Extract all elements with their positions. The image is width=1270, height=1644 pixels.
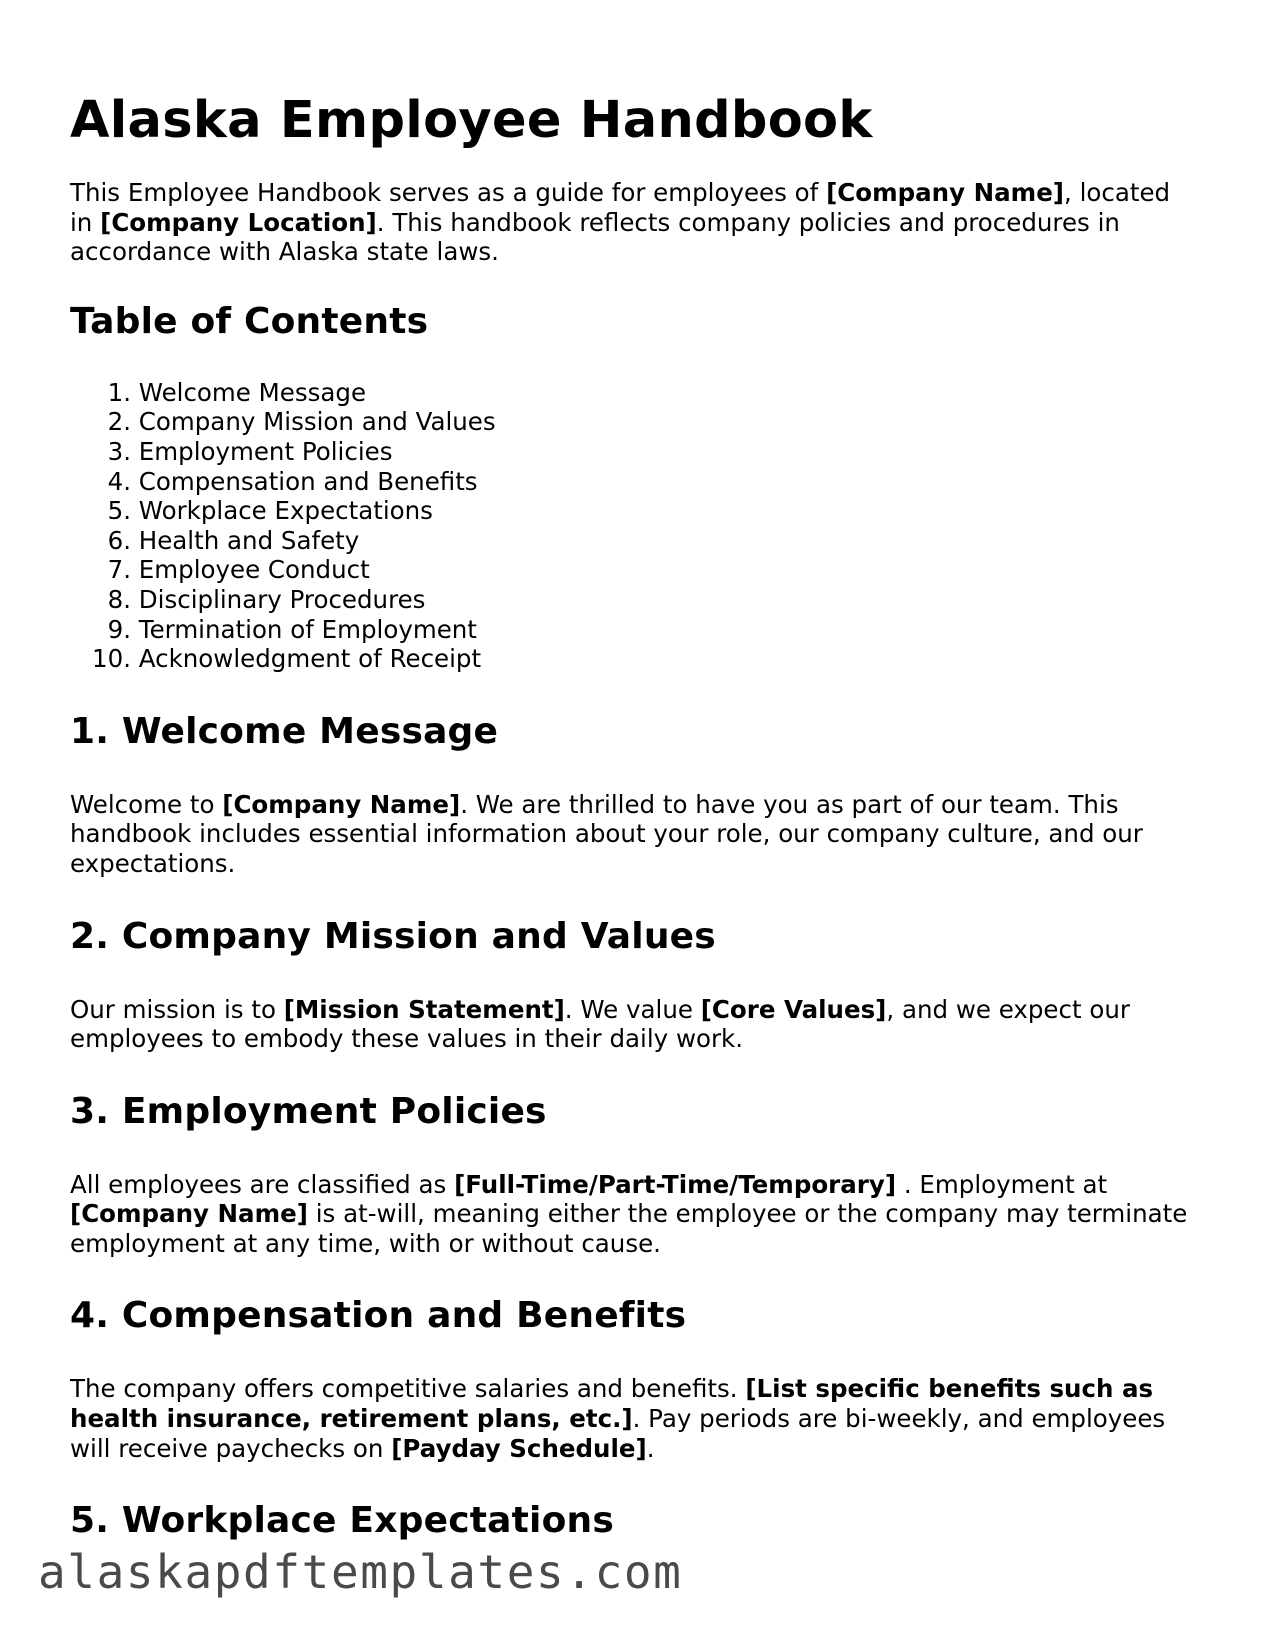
section-heading-workplace-expectations: 5. Workplace Expectations — [70, 1500, 614, 1542]
section-paragraph-compensation: The company offers competitive salaries and benefits. [List specific benefits such as health insurance, retirement plans, etc.]. Pay periods are bi-weekly, and employees will receive paychecks on [Payday Schedule]. — [70, 1374, 1166, 1463]
section-heading-welcome: 1. Welcome Message — [70, 710, 499, 752]
toc-item: 4. Compensation and Benefits — [107, 466, 478, 496]
toc-heading: Table of Contents — [70, 300, 429, 342]
section-heading-employment-policies: 3. Employment Policies — [70, 1090, 547, 1132]
intro-text-1: This Employee Handbook serves as a guide for employees of — [70, 178, 827, 207]
document-title: Alaska Employee Handbook — [70, 91, 873, 150]
section-paragraph-mission: Our mission is to [Mission Statement]. We value [Core Values], and we expect our employees to embody these values in their daily work. — [70, 994, 1130, 1054]
core-values-placeholder: [Core Values] — [700, 994, 887, 1024]
company-location-placeholder: [Company Location] — [100, 207, 377, 237]
toc-item: 9. Termination of Employment — [107, 614, 477, 644]
toc-item: 1. Welcome Message — [107, 377, 367, 407]
classification-placeholder: [Full-Time/Part-Time/Temporary] — [454, 1169, 897, 1199]
intro-text-2: , located in — [70, 178, 1171, 237]
section-paragraph-employment-policies: All employees are classified as [Full-Time/Part-Time/Temporary] . Employment at [Company Name] is at-will, meaning either the employee or the company may terminate employment at any time, with or without cause. — [70, 1169, 1188, 1258]
section-heading-compensation: 4. Compensation and Benefits — [70, 1295, 687, 1337]
toc-item: 7. Employee Conduct — [107, 555, 370, 585]
section-heading-mission: 2. Company Mission and Values — [70, 915, 716, 957]
toc-item: 5. Workplace Expectations — [107, 496, 433, 526]
toc-item: 6. Health and Safety — [107, 525, 360, 555]
table-of-contents — [70, 378, 1200, 674]
toc-item: 3. Employment Policies — [107, 436, 393, 466]
toc-item: 2. Company Mission and Values — [107, 407, 496, 437]
company-name-placeholder: [Company Name] — [70, 1199, 308, 1229]
toc-item: 8. Disciplinary Procedures — [107, 584, 426, 614]
company-name-placeholder: [Company Name] — [222, 789, 461, 819]
mission-statement-placeholder: [Mission Statement] — [283, 994, 565, 1024]
toc-item: 10. Acknowledgment of Receipt — [92, 644, 482, 674]
payday-schedule-placeholder: [Payday Schedule] — [391, 1433, 647, 1463]
intro-text-3: . This handbook reflects company policies and procedures in accordance with Alaska state laws. — [70, 207, 1120, 267]
document-page — [70, 0, 1200, 1543]
intro-paragraph — [70, 178, 1200, 267]
section-paragraph-welcome: Welcome to [Company Name]. We are thrilled to have you as part of our team. This handbook includes essential information about your role, our company culture, and our expectations. — [70, 789, 1143, 878]
site-watermark: alaskapdftemplates.com — [38, 1545, 683, 1599]
company-name-placeholder: [Company Name] — [826, 178, 1065, 207]
benefits-placeholder: [List specific benefits such as health insurance, retirement plans, etc.] — [70, 1374, 1154, 1434]
